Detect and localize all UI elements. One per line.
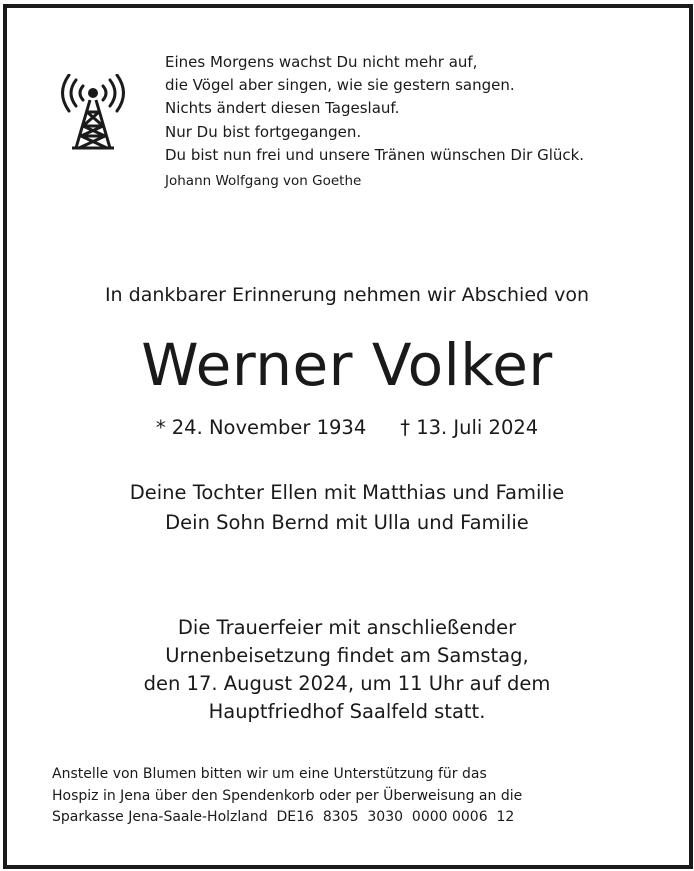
note-line: Hospiz in Jena über den Spendenkorb oder per Überweisung an die: [52, 787, 523, 804]
service-line: Die Trauerfeier mit anschließender: [177, 616, 517, 639]
survivor-line: Deine Tochter Ellen mit Matthias und Familie: [129, 481, 565, 504]
poem-line: Nichts ändert diesen Tageslauf.: [165, 99, 400, 118]
poem-line: Nur Du bist fortgegangen.: [165, 122, 362, 141]
death-date: † 13. Juli 2024: [400, 416, 539, 439]
service-line: Urnenbeisetzung findet am Samstag,: [165, 644, 529, 667]
deceased-name: Werner Volker: [141, 331, 553, 399]
survivor-line: Dein Sohn Bernd mit Ulla und Familie: [165, 511, 529, 534]
birth-date: * 24. November 1934: [155, 416, 367, 439]
poem-line: die Vögel aber singen, wie sie gestern sangen.: [165, 76, 515, 95]
donation-note: [52, 764, 522, 829]
service-line: Hauptfriedhof Saalfeld statt.: [208, 700, 486, 723]
poem-author: Johann Wolfgang von Goethe: [165, 173, 362, 189]
note-line: Anstelle von Blumen bitten wir um eine Unterstützung für das: [52, 766, 487, 782]
life-dates: [0, 416, 694, 439]
service-line: den 17. August 2024, um 11 Uhr auf dem: [143, 672, 551, 695]
note-line: Sparkasse Jena-Saale-Holzland DE16 8305 3030 0000 0006 12: [52, 809, 515, 825]
poem-line: Du bist nun frei und unsere Tränen wünschen Dir Glück.: [165, 145, 585, 164]
poem-line: Eines Morgens wachst Du nicht mehr auf,: [165, 53, 478, 71]
radio-tower-icon: [56, 74, 130, 150]
survivors: [0, 478, 694, 538]
poem: [165, 51, 584, 167]
intro-text: In dankbarer Erinnerung nehmen wir Abschied von: [104, 284, 590, 306]
funeral-service-info: [0, 614, 694, 726]
